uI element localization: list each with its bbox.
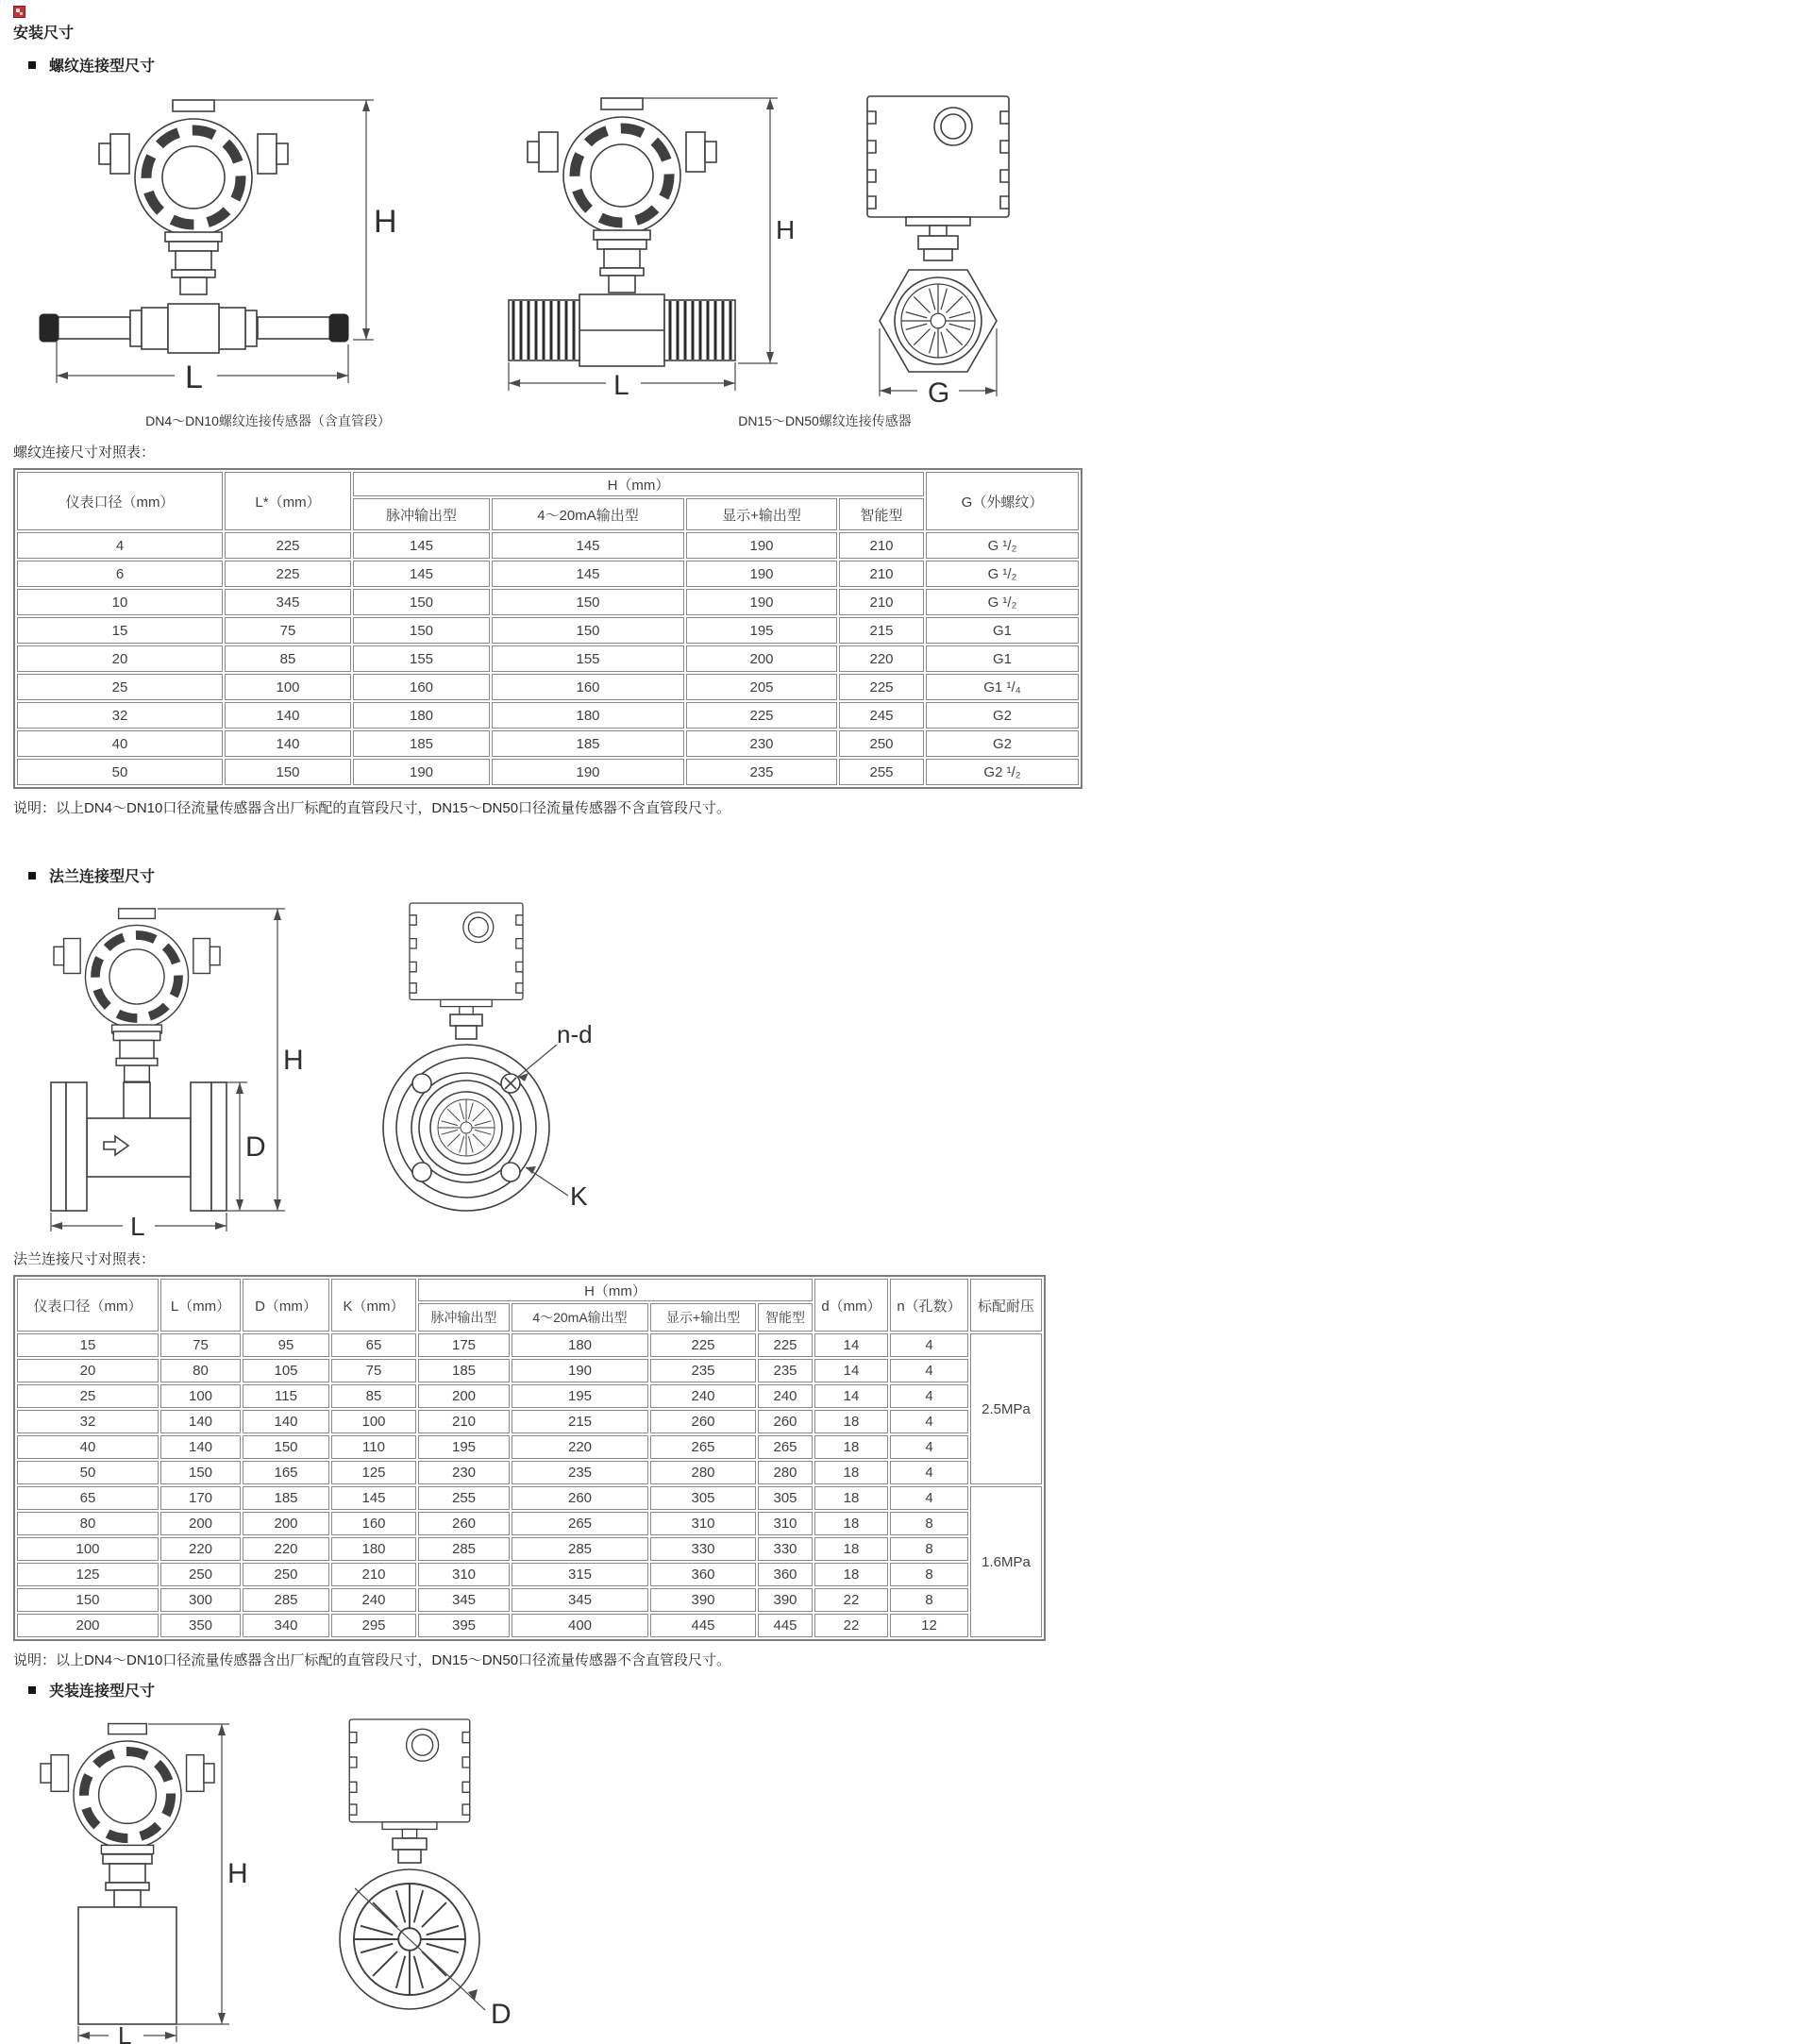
page — [13, 6, 1127, 2044]
cell: 190 — [512, 1359, 648, 1382]
col-header: 仪表口径（mm） — [17, 1279, 159, 1332]
cell: 445 — [650, 1614, 756, 1637]
cell: 260 — [650, 1410, 756, 1433]
cell: 65 — [17, 1486, 159, 1510]
cell: 225 — [686, 702, 837, 729]
table-row — [17, 1461, 1042, 1484]
table-row — [17, 1384, 1042, 1408]
cell: 195 — [512, 1384, 648, 1408]
col-header: d（mm） — [814, 1279, 888, 1332]
cell: 200 — [17, 1614, 159, 1637]
cell: 140 — [160, 1435, 241, 1459]
dim-label-h: H — [374, 204, 397, 240]
col-header: K（mm） — [331, 1279, 416, 1332]
dim-label-l: L — [185, 360, 203, 395]
table-row — [17, 759, 1079, 785]
cell: 80 — [17, 1512, 159, 1535]
cell: 50 — [17, 1461, 159, 1484]
cell: 8 — [890, 1512, 968, 1535]
cell: 22 — [814, 1614, 888, 1637]
cell: 220 — [839, 645, 924, 672]
cell: 190 — [353, 759, 490, 785]
cell: 12 — [890, 1614, 968, 1637]
cell: 85 — [225, 645, 351, 672]
cell: 18 — [814, 1410, 888, 1433]
col-header: 智能型 — [839, 498, 924, 530]
cell: 150 — [243, 1435, 329, 1459]
table-row — [17, 1537, 1042, 1561]
cell: 14 — [814, 1359, 888, 1382]
table-row — [17, 1410, 1042, 1433]
cell: 180 — [353, 702, 490, 729]
cell: 330 — [758, 1537, 813, 1561]
cell: 220 — [512, 1435, 648, 1459]
cell: 18 — [814, 1537, 888, 1561]
col-header: 仪表口径（mm） — [17, 472, 223, 530]
cell: 225 — [225, 532, 351, 559]
table-row — [17, 730, 1079, 757]
cell: 14 — [814, 1384, 888, 1408]
cell: G ¹/₂ — [926, 532, 1079, 559]
cell: 245 — [839, 702, 924, 729]
drawing-flange-front — [325, 894, 608, 1237]
cell: 390 — [758, 1588, 813, 1612]
cell: 280 — [758, 1461, 813, 1484]
cell: 15 — [17, 617, 223, 644]
col-header: 显示+输出型 — [650, 1303, 756, 1332]
flanged-note: 说明：以上DN4～DN10口径流量传感器含出厂标配的直管段尺寸，DN15～DN50口径流量传感器不含直管段尺寸。 — [13, 1652, 731, 1668]
cell: 65 — [331, 1333, 416, 1357]
flanged-table-label: 法兰连接尺寸对照表： — [13, 1251, 156, 1267]
section-heading-clamp — [28, 1679, 1127, 1701]
cell: 8 — [890, 1563, 968, 1586]
drawing-clamp-front — [268, 1708, 570, 2044]
square-bullet-icon — [28, 61, 36, 69]
col-header: 4～20mA输出型 — [512, 1303, 648, 1332]
cell: 18 — [814, 1461, 888, 1484]
cell: 235 — [650, 1359, 756, 1382]
dim-label-l: L — [613, 370, 629, 401]
cell: 235 — [512, 1461, 648, 1484]
table-row — [17, 645, 1079, 672]
cell: G2 — [926, 730, 1079, 757]
cell: 260 — [758, 1410, 813, 1433]
table-row — [17, 674, 1079, 700]
table-row — [17, 589, 1079, 615]
cell: 180 — [512, 1333, 648, 1357]
col-header-group: H（mm） — [418, 1279, 813, 1301]
cell: 310 — [650, 1512, 756, 1535]
cell: 210 — [839, 532, 924, 559]
cell: 175 — [418, 1333, 510, 1357]
dim-label-d: D — [245, 1131, 266, 1163]
cell: 145 — [353, 561, 490, 587]
col-header-group: H（mm） — [353, 472, 924, 496]
cell: 32 — [17, 1410, 159, 1433]
cell: 190 — [492, 759, 684, 785]
cell: 15 — [17, 1333, 159, 1357]
cell: 285 — [243, 1588, 329, 1612]
col-header: L*（mm） — [225, 472, 351, 530]
drawing-clamp-side — [28, 1708, 264, 2044]
cell: G ¹/₂ — [926, 561, 1079, 587]
cell: 400 — [512, 1614, 648, 1637]
cell: 105 — [243, 1359, 329, 1382]
cell: 185 — [243, 1486, 329, 1510]
cell: 4 — [890, 1461, 968, 1484]
threaded-drawings-row — [13, 83, 1127, 411]
cell: G1 — [926, 617, 1079, 644]
cell: 150 — [353, 589, 490, 615]
cell: 255 — [418, 1486, 510, 1510]
cell: 260 — [512, 1486, 648, 1510]
cell: 4 — [890, 1486, 968, 1510]
dim-label-h: H — [776, 215, 796, 244]
cell: 220 — [243, 1537, 329, 1561]
cell: 360 — [758, 1563, 813, 1586]
cell: 205 — [686, 674, 837, 700]
cell: 150 — [353, 617, 490, 644]
cell: 265 — [512, 1512, 648, 1535]
pressure-cell: 1.6MPa — [970, 1486, 1042, 1637]
section-heading-label: 法兰连接型尺寸 — [49, 869, 156, 885]
cell: 155 — [353, 645, 490, 672]
cell: 140 — [225, 730, 351, 757]
cell: 260 — [418, 1512, 510, 1535]
cell: 150 — [225, 759, 351, 785]
col-header: n（孔数） — [890, 1279, 968, 1332]
cell: 295 — [331, 1614, 416, 1637]
cell: 18 — [814, 1435, 888, 1459]
cell: G1 — [926, 645, 1079, 672]
cell: 210 — [418, 1410, 510, 1433]
table-row — [17, 1512, 1042, 1535]
cell: 185 — [418, 1359, 510, 1382]
threaded-table-label: 螺纹连接尺寸对照表： — [13, 444, 156, 461]
cell: 190 — [686, 589, 837, 615]
dim-label-nd: n-d — [557, 1020, 593, 1048]
section-heading-threaded — [28, 54, 1127, 75]
cell: 235 — [758, 1359, 813, 1382]
cell: 180 — [492, 702, 684, 729]
cell: 95 — [243, 1333, 329, 1357]
cell: G2 — [926, 702, 1079, 729]
cell: 150 — [160, 1461, 241, 1484]
cell: 305 — [758, 1486, 813, 1510]
cell: 165 — [243, 1461, 329, 1484]
cell: 145 — [492, 561, 684, 587]
dim-label-h: H — [227, 1858, 248, 1889]
dim-label-g: G — [928, 377, 950, 409]
cell: 4 — [890, 1410, 968, 1433]
col-header: 显示+输出型 — [686, 498, 837, 530]
cell: 150 — [492, 589, 684, 615]
cell: 185 — [353, 730, 490, 757]
drawing-threaded-dn15-dn50-end — [820, 83, 1056, 411]
cell: 340 — [243, 1614, 329, 1637]
cell: 115 — [243, 1384, 329, 1408]
cell: 345 — [512, 1588, 648, 1612]
cell: 445 — [758, 1614, 813, 1637]
cell: 140 — [243, 1410, 329, 1433]
cell: 4 — [890, 1384, 968, 1408]
pressure-cell: 2.5MPa — [970, 1333, 1042, 1484]
cell: 85 — [331, 1384, 416, 1408]
cell: 310 — [418, 1563, 510, 1586]
cell: 25 — [17, 674, 223, 700]
cell: 310 — [758, 1512, 813, 1535]
table-header-row — [17, 472, 1079, 496]
cell: 265 — [650, 1435, 756, 1459]
cell: 75 — [225, 617, 351, 644]
cell: 14 — [814, 1333, 888, 1357]
cell: 160 — [353, 674, 490, 700]
threaded-note: 说明：以上DN4～DN10口径流量传感器含出厂标配的直管段尺寸，DN15～DN50口径流量传感器不含直管段尺寸。 — [13, 800, 731, 816]
col-header: 4～20mA输出型 — [492, 498, 684, 530]
cell: 80 — [160, 1359, 241, 1382]
cell: 75 — [331, 1359, 416, 1382]
cell: 140 — [225, 702, 351, 729]
cell: 22 — [814, 1588, 888, 1612]
dim-label-k: K — [570, 1181, 588, 1211]
clamp-drawings-row — [13, 1708, 1127, 2044]
section-heading-label: 夹装连接型尺寸 — [49, 1684, 156, 1700]
cell: 4 — [890, 1435, 968, 1459]
cell: 190 — [686, 561, 837, 587]
cell: 230 — [418, 1461, 510, 1484]
cell: 285 — [418, 1537, 510, 1561]
cell: 315 — [512, 1563, 648, 1586]
cell: 345 — [225, 589, 351, 615]
cell: 210 — [331, 1563, 416, 1586]
cell: 220 — [160, 1537, 241, 1561]
table-row — [17, 532, 1079, 559]
flanged-dimension-table — [13, 1275, 1046, 1641]
cell: 230 — [686, 730, 837, 757]
cell: 200 — [160, 1512, 241, 1535]
cell: 305 — [650, 1486, 756, 1510]
cell: 215 — [512, 1410, 648, 1433]
cell: 100 — [225, 674, 351, 700]
cell: 6 — [17, 561, 223, 587]
cell: 345 — [418, 1588, 510, 1612]
table-row — [17, 1614, 1042, 1637]
cell: 4 — [17, 532, 223, 559]
cell: 170 — [160, 1486, 241, 1510]
cell: 110 — [331, 1435, 416, 1459]
cell: 250 — [160, 1563, 241, 1586]
caption-dn4-dn10: DN4～DN10螺纹连接传感器（含直管段） — [145, 413, 391, 428]
cell: G1 ¹/₄ — [926, 674, 1079, 700]
cell: 160 — [492, 674, 684, 700]
cell: 300 — [160, 1588, 241, 1612]
col-header: 脉冲输出型 — [353, 498, 490, 530]
cell: 285 — [512, 1537, 648, 1561]
cell: 18 — [814, 1486, 888, 1510]
cell: 200 — [243, 1512, 329, 1535]
cell: 125 — [331, 1461, 416, 1484]
cell: 40 — [17, 1435, 159, 1459]
cell: 8 — [890, 1588, 968, 1612]
cell: 235 — [686, 759, 837, 785]
cell: 25 — [17, 1384, 159, 1408]
table-row — [17, 702, 1079, 729]
cell: 145 — [353, 532, 490, 559]
cell: 240 — [331, 1588, 416, 1612]
cell: 195 — [418, 1435, 510, 1459]
drawing-flanged-side — [28, 894, 321, 1241]
col-header: 脉冲输出型 — [418, 1303, 510, 1332]
cell: 150 — [17, 1588, 159, 1612]
cell: 145 — [492, 532, 684, 559]
cell: 195 — [686, 617, 837, 644]
cell: 155 — [492, 645, 684, 672]
drawing-captions — [13, 411, 1127, 432]
cell: 210 — [839, 561, 924, 587]
cell: 40 — [17, 730, 223, 757]
cell: 250 — [243, 1563, 329, 1586]
cell: 280 — [650, 1461, 756, 1484]
table-row — [17, 561, 1079, 587]
dim-label-h: H — [283, 1045, 304, 1076]
cell: 265 — [758, 1435, 813, 1459]
dim-label-l: L — [130, 1212, 145, 1241]
cell: 180 — [331, 1537, 416, 1561]
col-header: G（外螺纹） — [926, 472, 1079, 530]
section-heading-flanged — [28, 864, 1127, 886]
col-header: L（mm） — [160, 1279, 241, 1332]
dim-label-d: D — [491, 1999, 512, 2030]
cell: 18 — [814, 1563, 888, 1586]
cell: 145 — [331, 1486, 416, 1510]
cell: 240 — [758, 1384, 813, 1408]
cell: 140 — [160, 1410, 241, 1433]
cell: 225 — [650, 1333, 756, 1357]
cell: 8 — [890, 1537, 968, 1561]
table-row — [17, 1435, 1042, 1459]
section-heading-label: 螺纹连接型尺寸 — [49, 59, 156, 75]
cell: 215 — [839, 617, 924, 644]
cell: 125 — [17, 1563, 159, 1586]
drawing-threaded-dn4-dn10 — [28, 83, 434, 411]
cell: 250 — [839, 730, 924, 757]
square-bullet-icon — [28, 872, 36, 880]
cell: 100 — [160, 1384, 241, 1408]
table-row — [17, 1359, 1042, 1382]
cell: 100 — [331, 1410, 416, 1433]
cell: 240 — [650, 1384, 756, 1408]
table-row — [17, 1486, 1042, 1510]
cell: 350 — [160, 1614, 241, 1637]
table-row — [17, 1563, 1042, 1586]
cell: 190 — [686, 532, 837, 559]
cell: G2 ¹/₂ — [926, 759, 1079, 785]
drawing-threaded-dn15-dn50-side — [466, 83, 797, 411]
flanged-drawings-row — [13, 894, 1127, 1239]
cell: 4 — [890, 1333, 968, 1357]
cell: 200 — [418, 1384, 510, 1408]
table-row — [17, 1588, 1042, 1612]
cell: 100 — [17, 1537, 159, 1561]
table-header-row — [17, 1279, 1042, 1301]
cell: 255 — [839, 759, 924, 785]
dim-label-l: L — [118, 2021, 132, 2044]
cell: 4 — [890, 1359, 968, 1382]
cell: 225 — [758, 1333, 813, 1357]
cell: 200 — [686, 645, 837, 672]
cell: 225 — [225, 561, 351, 587]
page-title: 安装尺寸 — [13, 25, 75, 42]
cell: 10 — [17, 589, 223, 615]
square-bullet-icon — [28, 1686, 36, 1694]
cell: 160 — [331, 1512, 416, 1535]
table-row — [17, 617, 1079, 644]
cell: 210 — [839, 589, 924, 615]
col-header: D（mm） — [243, 1279, 329, 1332]
cell: G ¹/₂ — [926, 589, 1079, 615]
cell: 75 — [160, 1333, 241, 1357]
caption-dn15-dn50: DN15～DN50螺纹连接传感器 — [738, 413, 912, 428]
cell: 150 — [492, 617, 684, 644]
broken-image-icon — [13, 6, 25, 18]
cell: 20 — [17, 645, 223, 672]
cell: 390 — [650, 1588, 756, 1612]
cell: 50 — [17, 759, 223, 785]
cell: 395 — [418, 1614, 510, 1637]
threaded-dimension-table — [13, 468, 1082, 789]
cell: 20 — [17, 1359, 159, 1382]
cell: 32 — [17, 702, 223, 729]
col-header: 智能型 — [758, 1303, 813, 1332]
cell: 18 — [814, 1512, 888, 1535]
cell: 185 — [492, 730, 684, 757]
cell: 330 — [650, 1537, 756, 1561]
table-row — [17, 1333, 1042, 1357]
col-header: 标配耐压 — [970, 1279, 1042, 1332]
cell: 225 — [839, 674, 924, 700]
cell: 360 — [650, 1563, 756, 1586]
